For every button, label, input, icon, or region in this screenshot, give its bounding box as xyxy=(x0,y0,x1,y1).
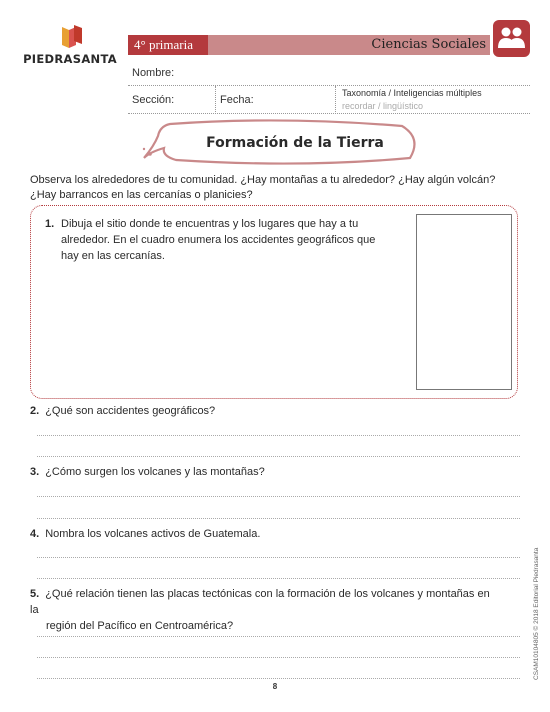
activity-1-box xyxy=(30,205,518,399)
publisher-logo xyxy=(22,24,118,68)
section-field[interactable] xyxy=(128,86,216,114)
question-text: ¿Qué son accidentes geográficos? xyxy=(45,405,216,417)
people-icon xyxy=(493,20,530,57)
intro-text: Observa los alrededores de tu comunidad. ¿Hay montañas a tu alrededor? ¿Hay algún volcán? ¿Hay barrancos en las cercanías o planicies? xyxy=(30,174,496,201)
answer-line[interactable] xyxy=(37,557,520,558)
taxonomy-label: Taxonomía / Inteligencias múltiples xyxy=(342,88,482,98)
name-label: Nombre: xyxy=(132,67,175,79)
date-label: Fecha: xyxy=(220,94,254,106)
grade-label: 4° primaria xyxy=(128,35,208,55)
date-field[interactable] xyxy=(216,86,336,114)
section-label: Sección: xyxy=(132,94,175,106)
taxonomy-cell xyxy=(338,86,530,114)
question-4 xyxy=(30,526,260,542)
question-text-continued: región del Pacífico en Centroamérica? xyxy=(46,620,234,632)
copyright-note: CSAM10104805 © 2018 Editorial Piedrasanta xyxy=(533,547,540,680)
subject-label: Ciencias Sociales xyxy=(371,37,486,52)
header-bar xyxy=(128,35,490,55)
page-number: 8 xyxy=(272,682,278,691)
answer-line[interactable] xyxy=(37,636,520,637)
taxonomy-values: recordar / lingüístico xyxy=(342,101,424,111)
student-info-table xyxy=(128,57,530,114)
answer-line[interactable] xyxy=(37,518,520,519)
answer-line[interactable] xyxy=(37,435,520,436)
question-number: 5. xyxy=(30,588,40,600)
name-row[interactable] xyxy=(128,57,530,86)
page-title: Formación de la Tierra xyxy=(206,135,384,151)
question-2 xyxy=(30,403,215,419)
question-text: Dibuja el sitio donde te encuentras y los lugares que hay a tu alrededor. En el cuadro enumera los accidentes geográficos que hay en las cercanías. xyxy=(61,218,376,262)
question-number: 3. xyxy=(30,466,40,478)
answer-line[interactable] xyxy=(37,456,520,457)
books-logo-icon xyxy=(60,24,84,48)
answer-line[interactable] xyxy=(37,578,520,579)
question-number: 4. xyxy=(30,528,40,540)
question-5 xyxy=(30,586,500,634)
info-row xyxy=(128,86,530,114)
answer-line[interactable] xyxy=(37,678,520,679)
question-text: ¿Qué relación tienen las placas tectónicas con la formación de los volcanes y montañas en la xyxy=(30,588,490,616)
question-number: 1. xyxy=(45,218,55,230)
landforms-list-box[interactable] xyxy=(416,214,512,390)
logo-text: PIEDRASANTA xyxy=(23,52,117,66)
title-banner xyxy=(140,118,422,166)
question-text: ¿Cómo surgen los volcanes y las montañas? xyxy=(45,466,265,478)
question-text: Nombra los volcanes activos de Guatemala. xyxy=(45,528,261,540)
question-3 xyxy=(30,464,265,480)
answer-line[interactable] xyxy=(37,657,520,658)
answer-line[interactable] xyxy=(37,496,520,497)
question-1 xyxy=(45,216,385,264)
question-number: 2. xyxy=(30,405,40,417)
